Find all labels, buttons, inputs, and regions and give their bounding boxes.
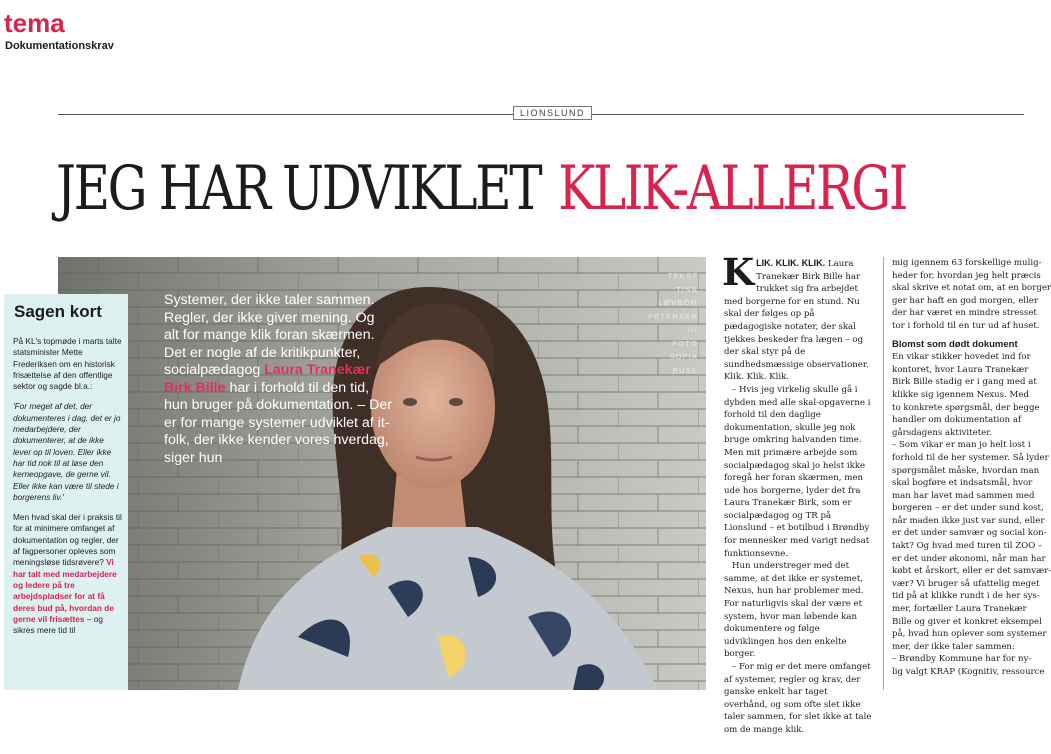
photo-credits [640,269,698,377]
article-line: lig valgt KRAP (Kognitiv, ressource [892,667,1045,677]
sidebar-highlight: Vi har talt med medarbejdere og ledere på tre arbejdspladser for at få deres bud på, hvordan de gerne vil frisættes [13,557,117,624]
article-line: på, hvad hun oplever som systemer [892,629,1047,640]
article-line: gårsdagens aktiviteter. [892,427,993,438]
article-line: skal skrive et notat om, at en borger [892,283,1051,294]
article-paragraph: – For mig er det mere omfanget af systemer, regler og krav, der ganske enkelt har taget overhånd, og som ofte slet ikke taler sammen, for slet ikke at tale om de mange klik. [724,662,872,735]
article-line: er det under samvær og social kon- [892,528,1047,539]
credit-line: SOFIA [669,352,698,361]
credit-line: /// [688,325,698,334]
article-line: kontoret, hvor Laura Tranekær [892,364,1029,375]
article-line: mer, der ikke taler sammen: [892,641,1015,652]
article-line: heder for, hvordan jeg helt præcis [892,270,1041,281]
sidebar-continuation: – og sikres mere tid til [13,613,103,636]
article-line: er det under økonomi, når man har [892,553,1046,564]
headline [56,153,907,224]
article-line: skal bogføre et indsatsmål, hvor [892,478,1033,489]
article-line: klikke sig igennem Nexus. Med [892,389,1029,400]
article-column-2 [892,257,1051,690]
quote-person-name: Laura Tranekær Birk Bille [164,362,371,396]
article-line: mer, fortæller Laura Tranekær [892,604,1027,615]
section-subtitle: Dokumentationskrav [5,40,114,52]
sidebar-quote: 'For meget af det, der dokumenteres i dag, det er jo medarbejdere, der dokumenterer, at de ikke lever op til loven. Eller ikke har tid nok til at løse den kerneopgave, de gerne vil. Eller ikke kan være til stede i borgerens liv.' [13,401,121,502]
article-line: der har været en mindre stresset [892,308,1037,319]
article-line: mig igennem 63 forskellige mulig- [892,258,1042,268]
section-tag: tema [4,8,65,38]
article-paragraph: – Hvis jeg virkelig skulle gå i dybden med alle skal-opgaverne i forhold til den daglige dokumentation, skulle jeg nok bruge omkring halvanden time. Men mit primære arbejde som socialpædagog skal jo helst ikke foregå her foran skærmen, men ude hos borgerne, lyder det fra Laura Tranekær Birk, som er socialpædagog og TR på Lionslund – et botilbud i Brøndby for mennesker med varigt nedsat funktionsevne. [724,384,871,559]
quote-text-after: har i forhold til den tid, hun bruger på dokumentation. – Der er for mange systemer udviklet af it-folk, der ikke kender vores hverdag, siger hun [164,379,392,466]
credit-line: BUSK [672,365,698,375]
article-line: to konkrete spørgsmål, der begge [892,402,1040,413]
article-line: handler om dokumentation af [892,415,1022,426]
article-line: takt? Og hvad med turen til ZOO – [892,541,1043,552]
article-line: – Som vikar er man jo helt lost i [892,440,1031,451]
credit-line: TEKST [667,271,698,280]
article-line: borgeren – er det under sund kost, [892,503,1044,514]
article-line: – Brøndby Kommune har for ny- [892,654,1032,665]
article-line: Birk Bille stadig er i gang med at [892,377,1037,388]
drop-cap: K [722,250,755,294]
article-line: ger har haft en god morgen, eller [892,295,1039,306]
article-paragraph: Laura Tranekær Birk Bille har trukket sig fra arbejdet med borgerne for en stund. Nu skal der følges op på pædagogiske notater, der skal tjekkes beskeder fra lægen – og der skal styr på de sundhedsmæssige observationer. Klik. Klik. Klik. [724,259,869,383]
article-line: forhold til de her systemer. Så lyder [892,452,1049,463]
credit-line: FOTO [672,338,698,348]
sidebar-title: Sagen kort [14,302,102,321]
article-subheading: Blomst som dødt dokument [892,338,1018,350]
article-line: spørgsmålet måske, hvordan man [892,465,1040,476]
headline-part-1: JEG HAR UDVIKLET [56,153,541,224]
sidebar-question: Men hvad skal der i praksis til for at minimere omfanget af dokumentation og regler, der af fagpersoner opleves som meningsløse tidsrøvere? [13,512,122,568]
credit-line: TINA [676,284,698,294]
sidebar-body [13,336,123,645]
article-column-1 [722,250,872,735]
sidebar-paragraph [13,512,123,636]
article-runin: LIK. KLIK. KLIK. [756,258,826,268]
credit-line: PETERSEN [647,311,698,321]
article-line: vær? Vi bruger så ufattelig meget [892,578,1040,589]
photo-quote [164,292,392,467]
article-line: man har lavet mad sammen med [892,490,1035,501]
credit-line: LØVBOM [658,298,698,307]
article-line: En vikar stikker hovedet ind for [892,352,1031,363]
sidebar-box [4,294,128,690]
sidebar-paragraph: På KL's topmøde i marts talte statsminister Mette Frederiksen om en historisk frisættelse af den offentlige sektor og sagde bl.a.: [13,336,122,392]
article-line: tid på at klikke rundt i de her sys- [892,591,1040,602]
article-paragraph: Hun understreger med det samme, at det ikke er systemet, Nexus, hun har problemer med. For naturligvis skal der være et system, hvor man løbende kan dokumentere og følge udviklingen hos den enkelte borger. [724,561,864,660]
column-divider [883,257,884,690]
article-line: Bille og giver et konkret eksempel [892,616,1042,627]
article-line: købt et årskort, eller er det samvær- [892,566,1051,577]
article-line: når maden ikke just var sund, eller [892,515,1045,526]
quote-text-before: Systemer, der ikke taler sammen. Regler, der ikke giver mening. Og alt for mange klik foran skærmen. Det er nogle af de kritikpunkter, socialpædagog [164,292,375,378]
place-badge: LIONSLUND [513,106,592,120]
article-line: tor i forhold til en tur ud af huset. [892,320,1040,331]
headline-part-2: KLIK-ALLERGI [558,153,907,224]
